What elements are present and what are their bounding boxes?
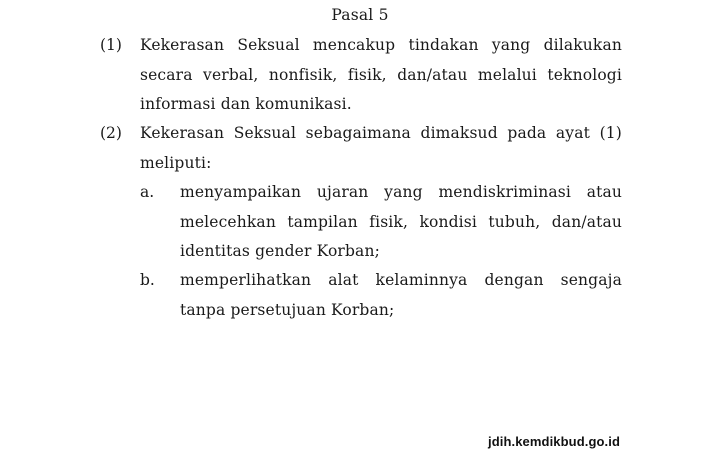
pasal-title: Pasal 5 <box>331 6 389 24</box>
ayat-1 <box>100 31 622 120</box>
ayat-number: (1) <box>100 36 122 54</box>
huruf-text: memperlihatkan alat kelaminnya dengan sengaja tanpa persetujuan Korban; <box>180 271 622 319</box>
huruf-text: menyampaikan ujaran yang mendiskriminasi atau melecehkan tampilan fisik, kondisi tubuh, dan/atau identitas gender Korban; <box>180 183 622 260</box>
ayat-text: Kekerasan Seksual sebagaimana dimaksud pada ayat (1) meliputi: <box>140 124 622 172</box>
source-watermark: jdih.kemdikbud.go.id <box>488 434 620 449</box>
huruf-label: a. <box>140 183 155 201</box>
ayat-2 <box>100 119 622 178</box>
huruf-item-a <box>140 178 622 267</box>
huruf-item-b <box>140 266 622 325</box>
ayat-number: (2) <box>100 124 122 142</box>
ayat-text: Kekerasan Seksual mencakup tindakan yang dilakukan secara verbal, nonfisik, fisik, dan/atau melalui teknologi informasi dan komunikasi. <box>140 36 622 113</box>
huruf-label: b. <box>140 271 155 289</box>
